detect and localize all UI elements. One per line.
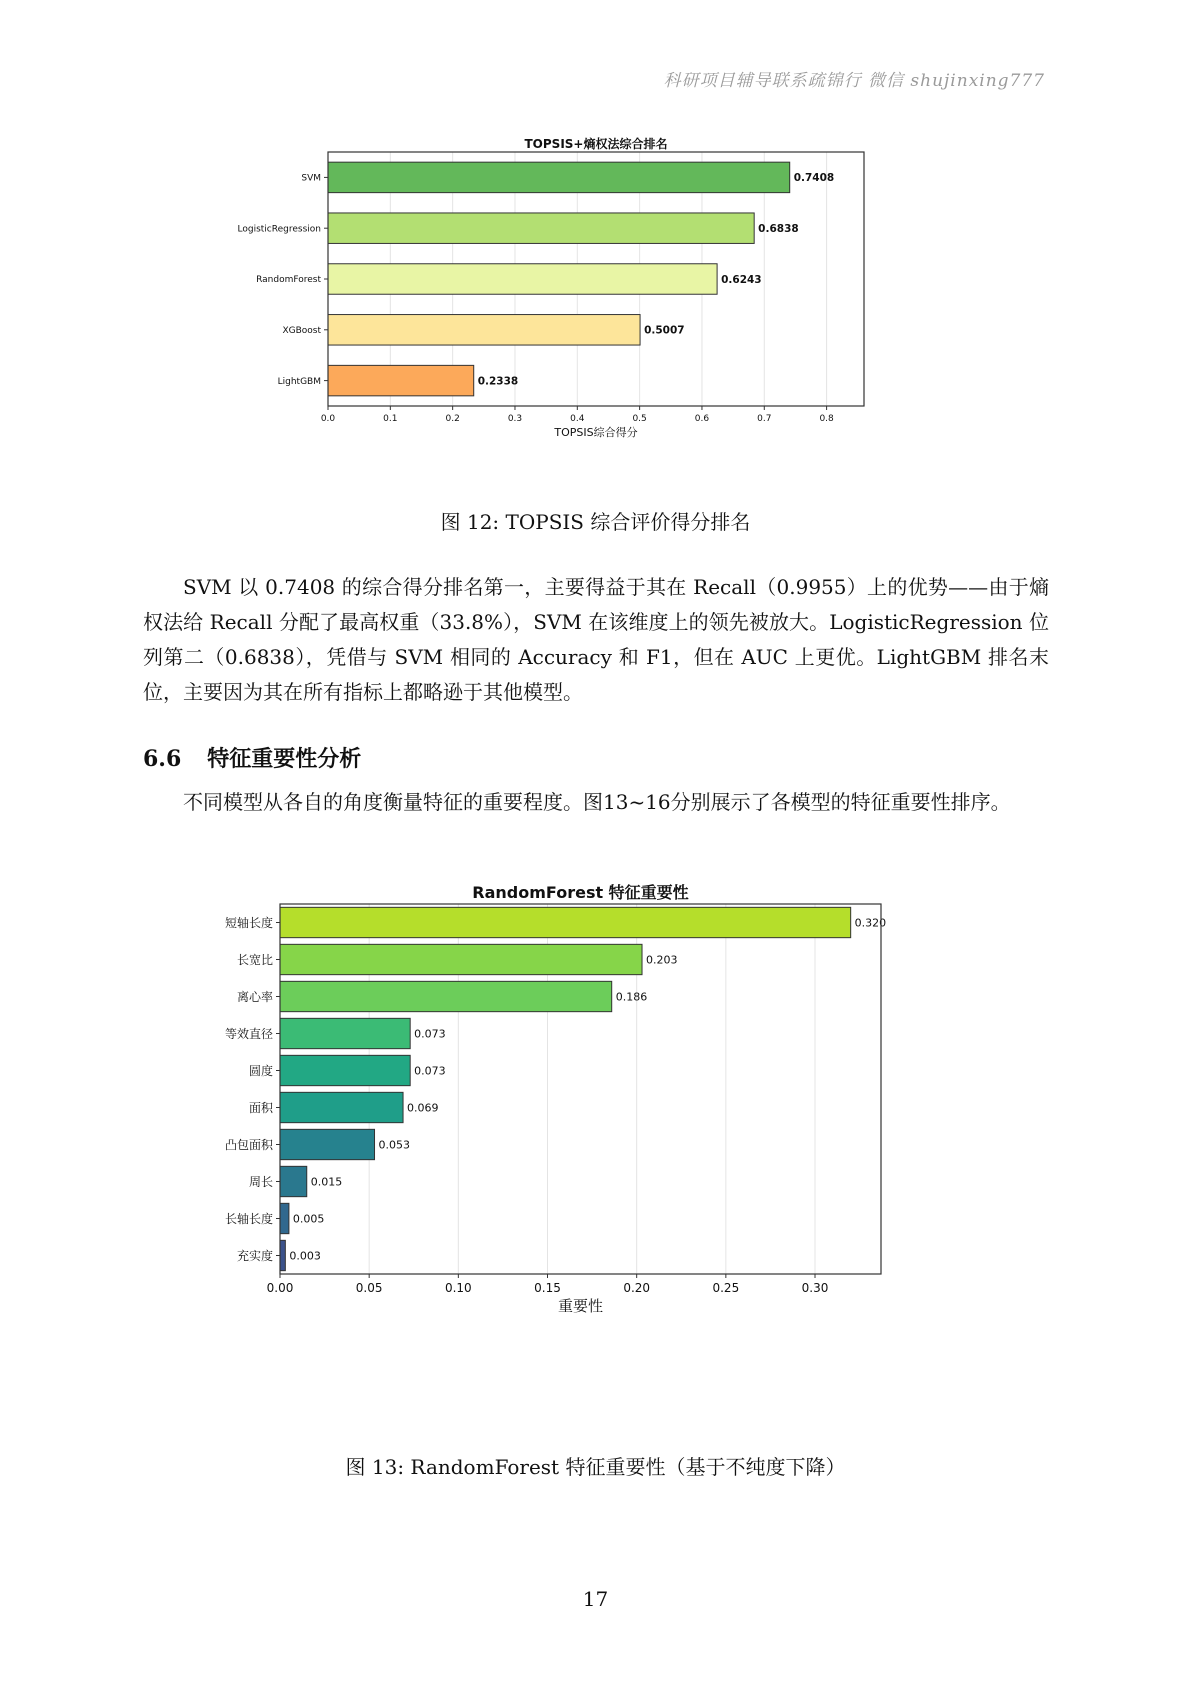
topsis-value-label: 0.7408 (793, 172, 835, 185)
paragraph-feature-importance-intro: 不同模型从各自的角度衡量特征的重要程度。图13~16分别展示了各模型的特征重要性排序。 (183, 790, 1011, 814)
rf-category-label: 等效直径 (224, 1026, 273, 1041)
rf-category-label: 周长 (248, 1174, 273, 1189)
rf-category-label: 长轴长度 (224, 1211, 273, 1226)
topsis-bar (328, 315, 640, 345)
page-number: 17 (582, 1587, 609, 1611)
topsis-xtick-label: 0.8 (819, 414, 834, 424)
paragraph-topsis-discussion: SVM 以 0.7408 的综合得分排名第一，主要得益于其在 Recall（0.9955）上的优势——由于熵权法给 Recall 分配了最高权重（33.8%），SVM 在该维度上的领先被放大。LogisticRegression 位列第二（0.6838），凭借与 SVM 相同的 Accuracy 和 F1，但在 AUC 上更优。LightGBM 排名末位，主要因为其在所有指标上都略逊于其他模型。 (143, 575, 1049, 704)
rf-bar (280, 1018, 410, 1048)
rf-category-label: 离心率 (236, 989, 273, 1004)
topsis-bar-chart (230, 138, 950, 478)
rf-bar (280, 981, 612, 1011)
rf-value-label: 0.320 (854, 916, 887, 930)
topsis-bar (328, 213, 754, 243)
topsis-value-label: 0.6838 (758, 222, 799, 235)
rf-category-label: 长宽比 (236, 952, 273, 967)
rf-category-label: 短轴长度 (224, 915, 273, 930)
figure-rf-feature-importance (224, 880, 966, 1436)
section-number: 6.6 (143, 746, 182, 772)
rf-bar (280, 1129, 375, 1159)
topsis-category-label: LightGBM (277, 376, 321, 387)
topsis-xtick-label: 0.1 (383, 414, 398, 424)
rf-value-label: 0.053 (378, 1138, 411, 1152)
topsis-category-label: RandomForest (256, 275, 321, 286)
rf-xtick-label: 0.20 (623, 1281, 651, 1295)
section-heading (143, 742, 361, 773)
rf-bar (280, 1203, 289, 1233)
rf-value-label: 0.073 (414, 1027, 446, 1041)
topsis-value-label: 0.2338 (477, 375, 519, 388)
topsis-xtick-label: 0.4 (570, 414, 585, 424)
topsis-value-label: 0.5007 (644, 324, 685, 337)
rf-bar (280, 1092, 403, 1122)
rf-value-label: 0.203 (646, 953, 678, 967)
rf-value-label: 0.003 (289, 1249, 321, 1263)
page-header: 科研项目辅导联系疏锦行 微信 shujinxing777 (663, 71, 1045, 91)
rf-bar (280, 1166, 307, 1196)
rf-bar (280, 944, 642, 974)
topsis-category-label: XGBoost (282, 326, 321, 337)
rf-xtick-label: 0.05 (355, 1281, 383, 1295)
rf-xtick-label: 0.25 (712, 1281, 740, 1295)
rf-value-label: 0.073 (414, 1064, 446, 1078)
section-title: 特征重要性分析 (207, 746, 362, 772)
figure-topsis-ranking (230, 138, 950, 478)
topsis-category-label: SVM (301, 173, 321, 184)
rf-bar (280, 1240, 285, 1270)
topsis-bar (328, 365, 474, 395)
topsis-category-label: LogisticRegression (237, 224, 321, 235)
topsis-xtick-label: 0.3 (507, 414, 523, 424)
topsis-bar (328, 162, 790, 192)
figure-13-caption: 图 13: RandomForest 特征重要性（基于不纯度下降） (345, 1455, 846, 1479)
topsis-xtick-label: 0.0 (320, 414, 336, 424)
rf-bar (280, 907, 851, 937)
rf-category-label: 面积 (248, 1100, 273, 1115)
rf-value-label: 0.005 (292, 1212, 325, 1226)
topsis-xtick-label: 0.7 (757, 414, 772, 424)
rf-xtick-label: 0.00 (266, 1281, 294, 1295)
rf-category-label: 凸包面积 (224, 1137, 273, 1152)
topsis-xtick-label: 0.2 (445, 414, 460, 424)
topsis-xlabel: TOPSIS综合得分 (554, 426, 638, 439)
rf-value-label: 0.069 (407, 1101, 439, 1115)
rf-xtick-label: 0.10 (444, 1281, 472, 1295)
rf-category-label: 圆度 (248, 1063, 273, 1078)
topsis-title: TOPSIS+熵权法综合排名 (524, 137, 668, 151)
rf-title: RandomForest 特征重要性 (472, 883, 689, 902)
rf-xtick-label: 0.30 (801, 1281, 829, 1295)
rf-importance-bar-chart (224, 880, 966, 1436)
rf-xtick-label: 0.15 (534, 1281, 561, 1295)
topsis-xtick-label: 0.5 (632, 414, 647, 424)
rf-value-label: 0.015 (310, 1175, 343, 1189)
topsis-value-label: 0.6243 (721, 273, 762, 286)
topsis-xtick-label: 0.6 (694, 414, 710, 424)
topsis-bar (328, 264, 717, 294)
figure-12-caption: 图 12: TOPSIS 综合评价得分排名 (440, 510, 751, 534)
rf-value-label: 0.186 (615, 990, 648, 1004)
rf-bar (280, 1055, 410, 1085)
rf-xlabel: 重要性 (557, 1297, 604, 1315)
rf-category-label: 充实度 (236, 1248, 273, 1263)
